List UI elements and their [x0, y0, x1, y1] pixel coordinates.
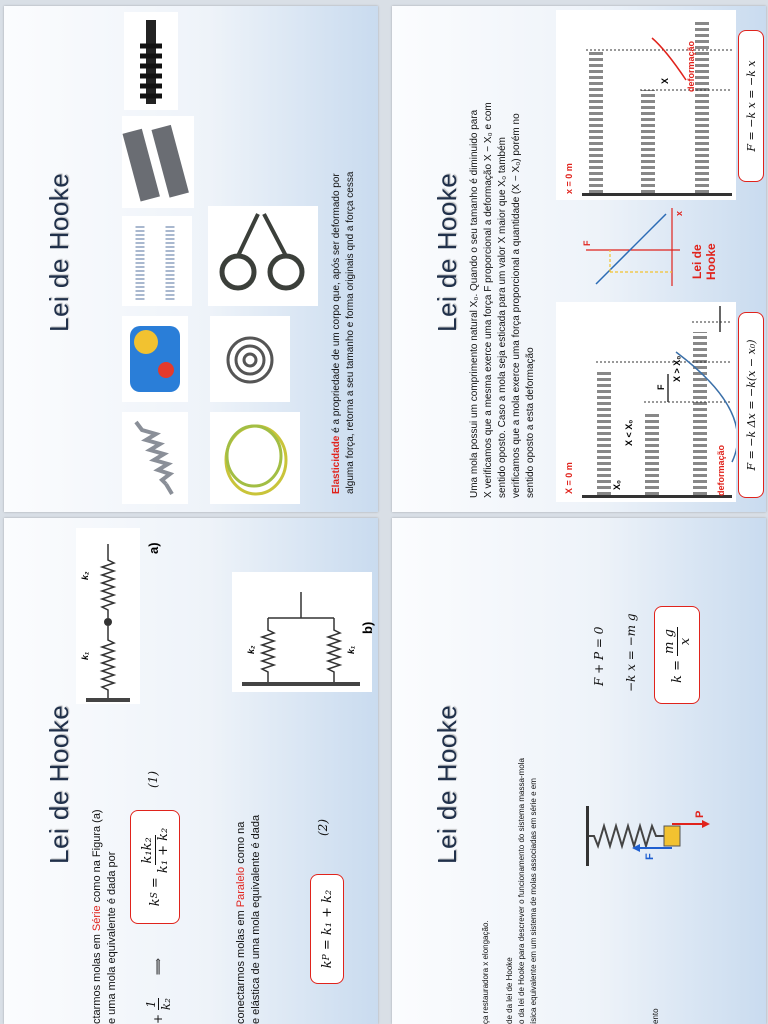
slide-mass-spring [392, 518, 766, 1024]
force-eq: −k x = −m g [624, 613, 638, 692]
label-x0m-right: x = 0 m [564, 163, 574, 194]
spiral-spring-image [210, 316, 290, 402]
slide-hooke-law [392, 6, 766, 512]
series-springs-drawing [76, 528, 140, 704]
parallel-text: conectarmos molas em Paralelo como na e elástica de uma mola equivalente é dada [235, 814, 262, 1024]
slide-elasticity [4, 6, 378, 512]
ring-springs-image [210, 412, 300, 504]
parallel-springs-drawing [232, 572, 372, 692]
parallel-equation: k P = k₁ + k₂ [310, 874, 344, 984]
elasticity-word: Elasticidade [331, 435, 342, 494]
series-equation: k S = k₁k₂ k₁ + k₂ [130, 810, 180, 924]
k1-label: k₁ [80, 651, 90, 660]
shock-absorber-image [124, 12, 178, 110]
deformation-figure-right [556, 10, 736, 200]
text-line-5: ento [651, 1008, 660, 1024]
series-word: Série [91, 905, 103, 932]
hooke-graph [582, 206, 682, 296]
hooke-label: Lei de Hooke [690, 243, 718, 280]
eq1-number: (1) [146, 771, 160, 788]
figure-b-parallel [232, 572, 372, 692]
k2-label-b: k₂ [246, 645, 256, 654]
slide-title: Lei de Hooke [432, 172, 462, 332]
figure-a-label: a) [146, 542, 161, 554]
figure-a-series [76, 528, 140, 704]
figure-b-label: b) [360, 621, 375, 634]
label-f: F [644, 853, 656, 860]
spring-toy-image [122, 316, 188, 402]
series-eq-tail: + 1 k₂ ⟹ [144, 957, 173, 1024]
label-x-less: X < X₀ [624, 419, 634, 446]
text-line-1: ça restauradora x elongação. [481, 920, 490, 1024]
parallel-word: Paralelo [235, 866, 247, 908]
slide-title: Lei de Hooke [44, 172, 74, 332]
graph-axis-x: x [674, 210, 684, 216]
slide-title: Lei de Hooke [44, 704, 74, 864]
torsion-springs-image [208, 206, 318, 306]
spring-constant-equation: k = m g x [654, 606, 700, 704]
graph-axis-f: F [582, 240, 592, 246]
equilibrium-eq: F + P = 0 [592, 626, 606, 686]
slide-title: Lei de Hooke [432, 704, 462, 864]
label-x-right: X [660, 77, 670, 84]
label-deformacao: deformação [716, 444, 726, 496]
hooke-paragraph: Uma mola possui um comprimento natural X₀. Quando o seu tamanho é diminuido para X verificamos que a mesma exerce uma força F proporcional a deformação X − X₀ e com sentido oposto. Caso a mola seja esticada para um valor X maior que X₀ também verificamos que a mola exerce uma força proporcional a quantidade (X − X₀) porém no sentido oposto a esta deformação [469, 102, 536, 498]
compression-extension-figure [556, 302, 736, 502]
k2-label: k₂ [80, 571, 90, 580]
text-line-2: de da lei de Hooke [505, 957, 514, 1024]
slide-series-parallel [4, 518, 378, 1024]
cabinet-hinge-image [122, 116, 194, 208]
label-x0m: X = 0 m [564, 462, 574, 494]
label-x0: X₀ [612, 479, 622, 490]
k1-label-b: k₁ [346, 645, 356, 654]
label-x-greater: X > X₀ [672, 355, 682, 382]
label-deformacao-right: deformação [686, 40, 696, 92]
mass-spring-figure [582, 796, 712, 876]
elasticity-definition: Elasticidade é a propriedade de um corpo que, após ser deformado por alguma força, retorna a seu tamanho e forma originais qnd a força cessa [331, 171, 356, 494]
hooke-equation-right: F = −k x = −k x [738, 30, 764, 182]
tension-spring-image [122, 412, 188, 504]
hooke-equation-left: F = −k Δx = −k(x − x₀) [738, 312, 764, 498]
text-line-4: ísica equivalente em um sistema de molas associadas em série e em [529, 778, 538, 1024]
text-line-3: o da lei de Hooke para descrever o funcionamento do sistema massa-mola [517, 758, 526, 1024]
label-f-left: F [656, 384, 666, 390]
series-text: ctarmos molas em Série como na Figura (a) e uma mola equivalente é dada por [91, 809, 118, 1024]
label-p: P [694, 810, 706, 818]
extension-springs-image [122, 216, 192, 306]
eq2-number: (2) [316, 819, 330, 836]
